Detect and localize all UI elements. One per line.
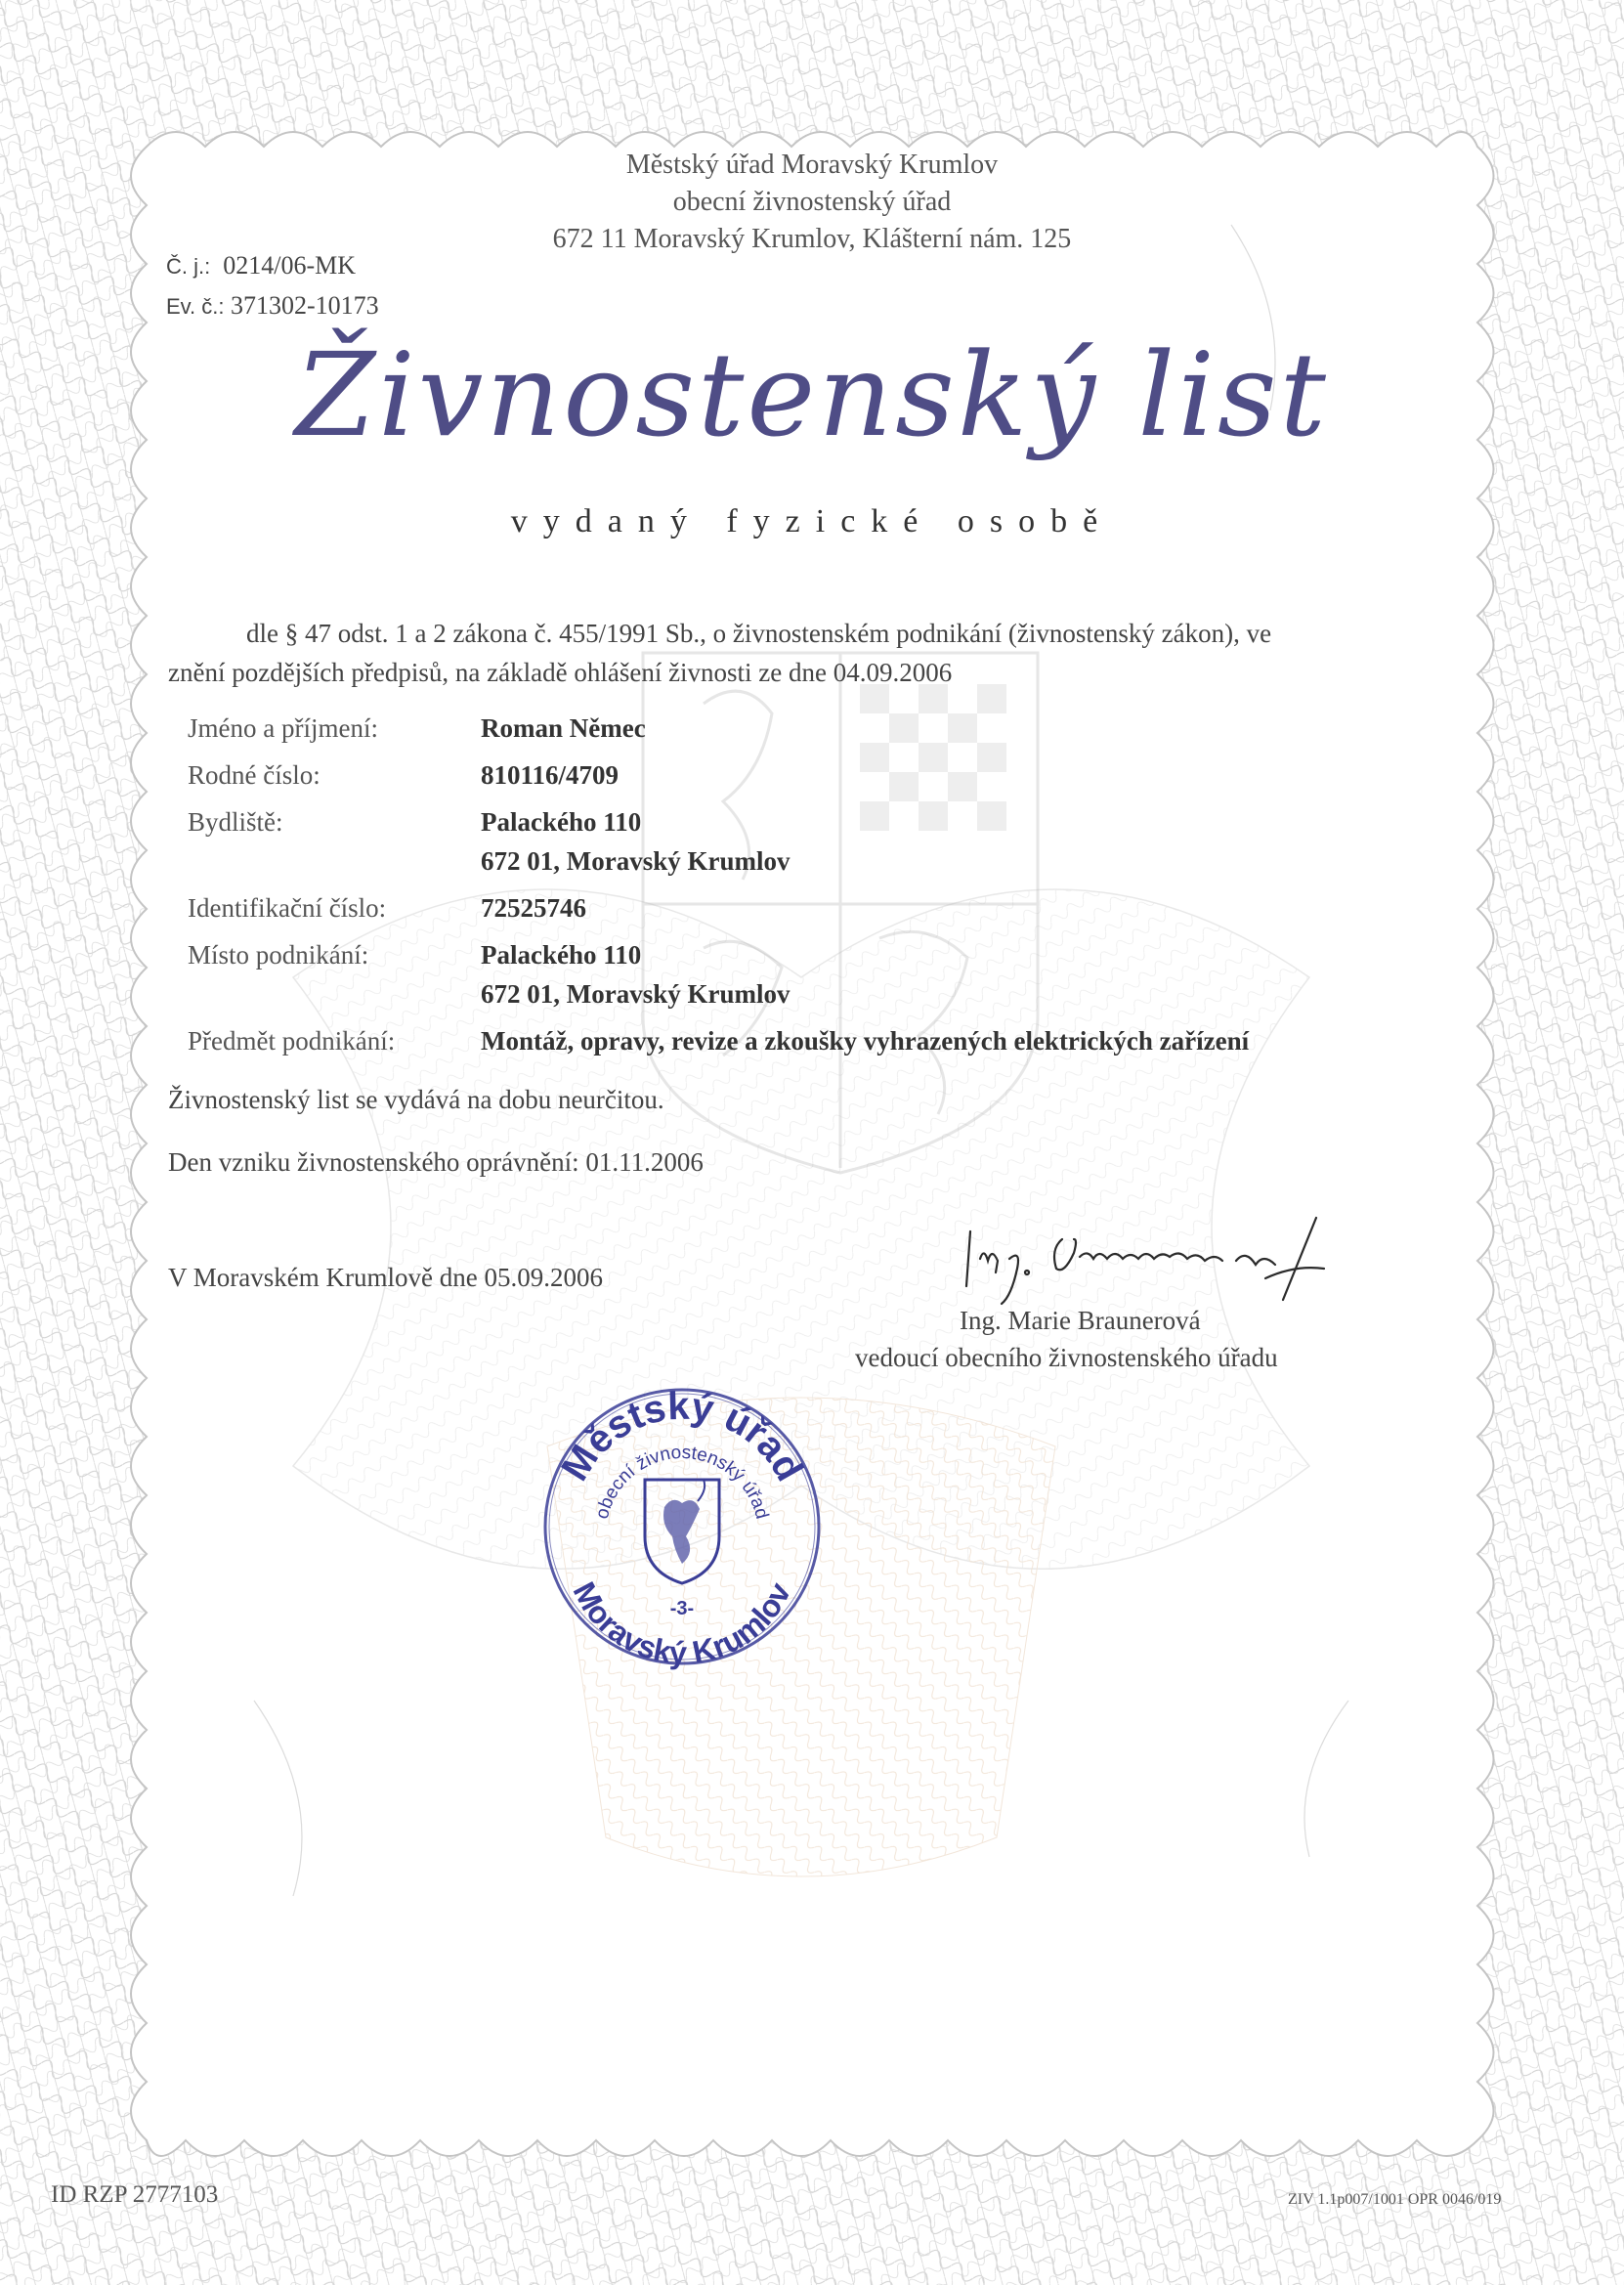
birth-number-label: Rodné číslo: [188,760,321,790]
business-place-city: 672 01, Moravský Krumlov [481,979,791,1009]
office-name: Městský úřad Moravský Krumlov [625,150,999,180]
birth-number-value: 810116/4709 [481,760,620,790]
cj-label: Č. j.: [166,254,211,279]
footer-id: ID RZP 2777103 [51,2181,219,2208]
residence-label: Bydliště: [188,807,283,837]
cj-value: 0214/06-MK [223,251,357,280]
id-number-value: 72525746 [481,893,586,923]
signatory-name: Ing. Marie Braunerová [960,1306,1201,1335]
document-title: Živnostenský list [295,327,1329,462]
office-address: 672 11 Moravský Krumlov, Klášterní nám. 125 [552,224,1072,254]
name-value: Roman Němec [481,713,646,743]
intro-line-2: znění pozdějších předpisů, na základě ohlášení živnosti ze dne 04.09.2006 [168,658,953,687]
place-and-date: V Moravském Krumlově dne 05.09.2006 [168,1263,603,1292]
stamp-number: -3- [669,1598,695,1619]
footer-code: ZIV 1.1p007/1001 OPR 0046/019 [1288,2191,1502,2208]
handwritten-signature [953,1210,1363,1317]
signatory-role: vedoucí obecního živnostenského úřadu [855,1343,1278,1372]
legal-intro [168,614,1458,692]
name-label: Jméno a příjmení: [188,713,378,743]
office-header [0,147,1624,258]
origin-date: Den vzniku živnostenského oprávnění: 01.11.2006 [168,1147,704,1177]
business-place-street: Palackého 110 [481,940,642,970]
residence-street: Palackého 110 [481,807,642,837]
official-stamp [535,1380,829,1673]
business-subject-value: Montáž, opravy, revize a zkoušky vyhrazených elektrických zařízení [481,1026,1250,1056]
svg-text:Městský úřad [553,1385,811,1488]
business-subject-label: Předmět podnikání: [188,1026,396,1056]
validity-statement: Živnostenský list se vydává na dobu neurčitou. [168,1085,664,1114]
business-place-label: Místo podnikání: [188,940,369,970]
stamp-bottom-text: Moravský Krumlov [566,1575,798,1671]
office-department: obecní živnostenský úřad [672,187,952,217]
ev-value: 371302-10173 [231,291,379,320]
id-number-label: Identifikační číslo: [188,893,387,923]
stamp-shield-icon [645,1480,719,1583]
document-subtitle: vydaný fyzické osobě [510,503,1114,539]
reference-numbers [166,246,379,326]
intro-line-1: dle § 47 odst. 1 a 2 zákona č. 455/1991 Sb., o živnostenském podnikání (živnostenský zákon), ve [246,619,1272,648]
residence-city: 672 01, Moravský Krumlov [481,846,791,876]
stamp-top-text: Městský úřad [553,1384,812,1488]
ev-label: Ev. č.: [166,294,225,319]
stamp-inner-text: obecní živnostenský úřad [591,1442,773,1522]
svg-text:Moravský Krumlov [567,1576,798,1670]
